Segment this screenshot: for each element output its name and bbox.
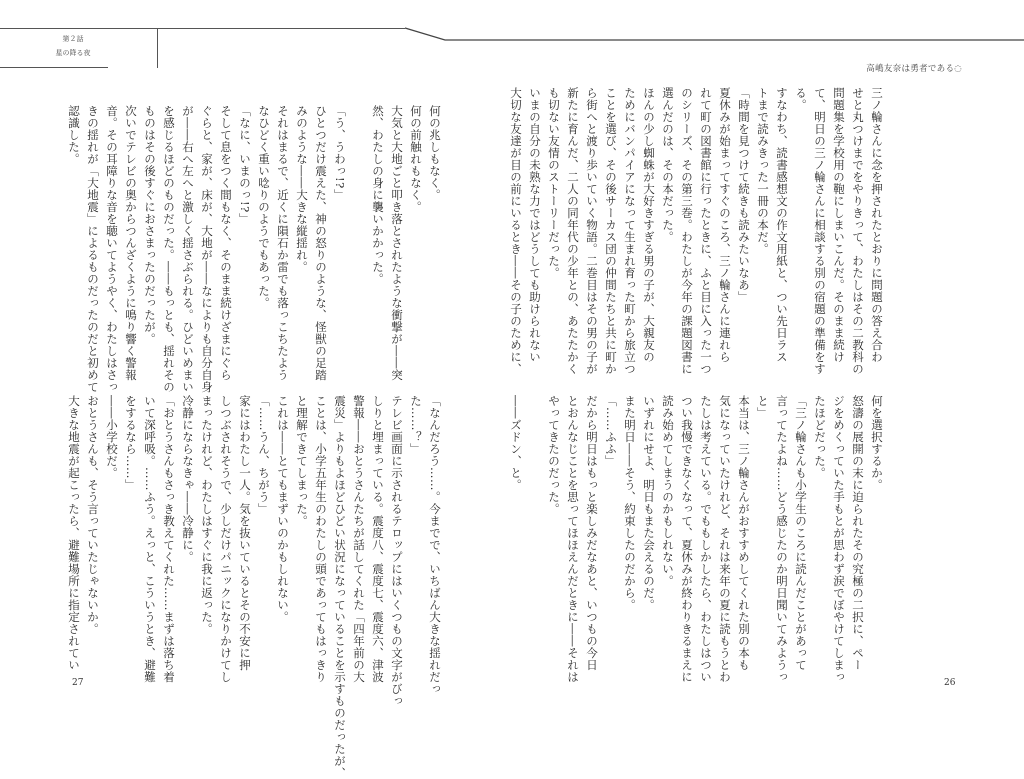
text-line: [349, 105, 368, 370]
right-page-upper-text: [506, 87, 886, 375]
text-line: 選んだのは、その本だった。: [661, 87, 675, 243]
text-line: [525, 395, 544, 660]
text-line: 「……ふふ」: [604, 395, 618, 467]
text-line: また明日――そう、約束したのだから。: [623, 395, 637, 611]
text-line: 「時間を見つけて続きも読みたいなあ」: [737, 87, 751, 303]
text-line: せと丸つけまでをやりきって、わたしはその二教科の: [851, 87, 865, 375]
text-line: 「なに、いまのっ!?」: [238, 105, 252, 225]
text-line: ぐらと、家が、床が、大地が――なによりも自分自身: [200, 105, 214, 393]
text-line: みのような――大きな縦揺れ。: [295, 105, 309, 273]
text-line: そして息をつく間もなく、そのまま続けざまにぐら: [219, 105, 233, 381]
header-rule-slant: [0, 0, 1024, 60]
text-line: 怒濤の展開の末に迫られたその究極の二択に、ペー: [851, 395, 865, 671]
text-line: たしは考えている。でももしかしたら、わたしはつい: [699, 395, 713, 683]
text-line: 何の前触れもなく。: [409, 105, 423, 213]
text-line: をするなら……」: [124, 395, 138, 491]
text-line: いまの自分の未熟な力ではどうしても助けられない: [528, 87, 542, 363]
chapter-label: 第２話: [62, 35, 84, 43]
text-line: しつぶされそうで、少しだけパニックになりかけてし: [219, 395, 233, 683]
chapter-title: 星の降る夜: [55, 49, 91, 57]
text-line: 新たに育んだ、二人の同年代の少年との、あたたかく: [566, 87, 580, 375]
page-number-left: 27: [72, 678, 84, 688]
text-line: 夏休みが始まってすぐのころ、三ノ輪さんに連れら: [718, 87, 732, 363]
text-line: ら街へと渡り歩いていく物語。二巻目はその男の子が: [585, 87, 599, 375]
text-line: 「う、うわっ!?」: [333, 105, 347, 201]
text-line: 何の兆しもなく。: [428, 105, 442, 201]
text-line: おとうさんも、そう言っていたじゃないか。: [86, 395, 100, 635]
text-line: 大切な友達が目の前にいるとき――その子のために、: [509, 87, 523, 375]
text-line: た……？」: [409, 395, 423, 455]
text-line: 大気と大地ごと叩き落とされたような衝撃が――突: [390, 105, 404, 381]
text-line: きの揺れが「大地震」によるものだったのだと初めて: [86, 105, 100, 393]
text-line: も切ない友情のストーリーだった。: [547, 87, 561, 279]
text-line: すなわち、読書感想文の作文用紙と、つい先日ラス: [775, 87, 789, 363]
text-line: 家にはわたし一人。気を抜いているとその不安に押: [238, 395, 252, 671]
text-line: が――右へ左へと激しく揺さぶられる。ひどいめまい: [181, 105, 195, 393]
text-line: て、明日の三ノ輪さんに相談する別の宿題の準備をす: [813, 87, 827, 375]
text-line: ものはその後すぐにおさまったのだったが。: [143, 105, 157, 345]
text-line: 気になっていたけれど、それは来年の夏に読もうとわ: [718, 395, 732, 683]
text-line: 三ノ輪さんに念を押されたとおりに問題の答え合わ: [870, 87, 884, 363]
text-line: ほんの少し蜘蛛が大好きすぎる男の子が、大親友の: [642, 87, 656, 363]
text-line: いて深呼吸。……ふう。えっと、こういうとき、避難: [143, 395, 157, 683]
text-line: 「……うん、ちがう」: [257, 395, 271, 515]
text-line: 読み始めてしまうのかもしれない。: [661, 395, 675, 587]
text-line: ことを選び、その後サーカス団の仲間たちと共に町か: [604, 87, 618, 375]
text-line: 本当は、三ノ輪さんがおすすめしてくれた別の本も: [737, 395, 751, 671]
text-line: 「なんだろう……。今までで、いちばん大きな揺れだっ: [428, 395, 442, 695]
text-line: と」: [756, 395, 770, 419]
text-line: なひどく重い唸りのようでもあった。: [257, 105, 271, 309]
header-rule-bottom: [0, 67, 108, 68]
text-line: 然、わたしの身に襲いかかった。: [371, 105, 385, 285]
text-line: 警報――おとうさんたちが話してくれた「四年前の大: [352, 395, 366, 683]
text-line: やってきたのだった。: [547, 395, 561, 515]
text-line: 問題集を学校用の鞄にしまいこんだ。そのまま続け: [832, 87, 846, 363]
text-line: テレビ画面に示されるテロップにはいくつもの文字がびっ: [390, 395, 404, 707]
text-line: 言ってたよね……どう感じたのか明日聞いてみようっ: [775, 395, 789, 683]
text-line: ――小学校だ。: [105, 395, 119, 479]
text-line: まったけれど、わたしはすぐに我に返った。: [200, 395, 214, 635]
text-line: たほどだった。: [813, 395, 827, 479]
text-line: それはまるで、近くに隕石か雷でも落っこちたよう: [276, 105, 290, 381]
text-line: 「おとうさんもさっき教えてくれた……まずは落ち着: [162, 395, 176, 683]
text-line: れて町の図書館に行ったときに、ふと目に入った一つ: [699, 87, 713, 375]
text-line: 何を選択するか。: [870, 395, 884, 491]
text-line: と理解できてしまった。: [295, 395, 309, 527]
text-line: 「三ノ輪さんも小学生のころに読んだことがあって: [794, 395, 808, 671]
book-title: 高嶋友奈は勇者である◌: [866, 64, 962, 74]
page-number-right: 26: [944, 678, 956, 688]
right-page-lower-text: [506, 395, 886, 683]
text-line: とおんなじことを思ってほほえんだときに――それは: [566, 395, 580, 683]
text-line: だから明日はもっと楽しみだなあと、いつもの今日: [585, 395, 599, 671]
text-line: しりと埋まっている。震度八、震度七、震度六、津波: [371, 395, 385, 683]
text-line: ――ズドン、と。: [509, 395, 523, 491]
text-line: 冷静にならなきゃ――冷静に。: [181, 395, 195, 563]
text-line: つい我慢できなくなって、夏休みが終わりきるまえに: [680, 395, 694, 683]
text-line: 震災」よりもよほどひどい状況になっていることを示すものだったが、: [333, 395, 347, 779]
text-line: を感じるほどのものだった。――もっとも、揺れその: [162, 105, 176, 393]
text-line: いずれにせよ、明日もまた会えるのだ。: [642, 395, 656, 611]
text-line: ジをめくっていた手もとが思わず涙でぼやけてしまっ: [832, 395, 846, 683]
chapter-heading: [42, 30, 104, 64]
text-line: ひとつだけ震えた、神の怒りのような、怪獣の足踏: [314, 105, 328, 381]
text-line: ためにバンパイアになって生まれ育った町から旅立つ: [623, 87, 637, 375]
text-line: ことは、小学五年生のわたしの頭であってもはっきり: [314, 395, 328, 683]
left-page-upper-text: [64, 105, 444, 393]
text-line: トまで読みきった一冊の本だ。: [756, 87, 770, 255]
text-line: 次いでテレビの奥からつんざくように鳴り響く警報: [124, 105, 138, 381]
text-line: る。: [794, 87, 808, 111]
text-line: 認識した。: [67, 105, 81, 165]
text-line: これは――とてもまずいのかもしれない。: [276, 395, 290, 623]
text-line: 音。その耳障りな音を聴いてようやく、わたしはさっ: [105, 105, 119, 393]
text-line: 大きな地震が起こったら、避難場所に指定されてい: [67, 395, 81, 671]
text-line: のシリーズ、その第三巻。わたしが今年の課題図書に: [680, 87, 694, 375]
